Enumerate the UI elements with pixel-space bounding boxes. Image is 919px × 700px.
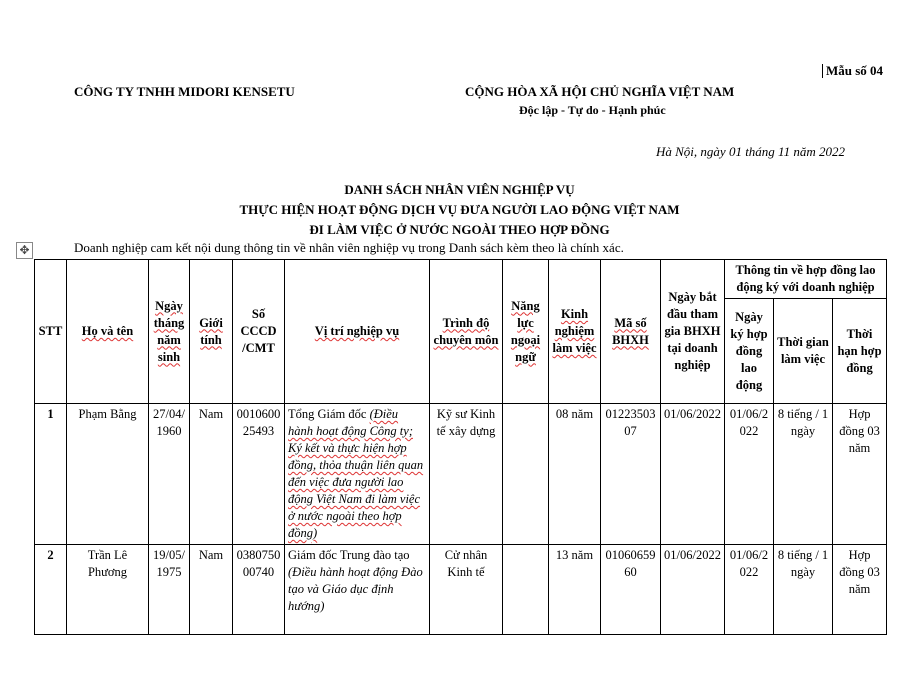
- position-detail: (Điều hành hoạt động Công ty; Ký kết và thực hiện hợp đồng, thỏa thuận liên quan đến việc đưa người lao động Việt Nam đi làm việc ở nước ngoài theo hợp đồng): [288, 407, 424, 540]
- col-header-gender: Giới tính: [190, 260, 233, 404]
- col-header-insurance-start: Ngày bắt đầu tham gia BHXH tại doanh nghiệp: [661, 260, 725, 404]
- cell-education: Cử nhân Kinh tế: [430, 545, 503, 635]
- col-header-stt: STT: [35, 260, 67, 404]
- cell-gender: Nam: [190, 545, 233, 635]
- cell-id: 001060025493: [233, 404, 285, 545]
- document-title-line-2: THỰC HIỆN HOẠT ĐỘNG DỊCH VỤ ĐƯA NGƯỜI LAO ĐỘNG VIỆT NAM: [239, 202, 680, 217]
- cell-work-hours: 8 tiếng / 1 ngày: [774, 545, 833, 635]
- cell-contract-term: Hợp đồng 03 năm: [833, 404, 887, 545]
- company-name: CÔNG TY TNHH MIDORI KENSETU: [74, 84, 295, 99]
- cell-insurance-code: 0106065960: [601, 545, 661, 635]
- national-title: CỘNG HÒA XÃ HỘI CHỦ NGHĨA VIỆT NAM: [465, 84, 735, 99]
- cell-stt: 2: [35, 545, 67, 635]
- national-motto: Độc lập - Tự do - Hạnh phúc: [519, 103, 666, 117]
- form-number: Mẫu số 04: [822, 64, 883, 78]
- col-header-contract-group: Thông tin về hợp đồng lao động ký với doanh nghiệp: [725, 260, 887, 299]
- cell-position: [285, 404, 430, 545]
- cell-education: Kỹ sư Kinh tế xây dựng: [430, 404, 503, 545]
- cell-stt: 1: [35, 404, 67, 545]
- cell-insurance-start: 01/06/2022: [661, 404, 725, 545]
- table-move-handle-icon[interactable]: ✥: [16, 242, 33, 259]
- cell-insurance-start: 01/06/2022: [661, 545, 725, 635]
- cell-name: Phạm Bằng: [67, 404, 149, 545]
- cell-dob: 27/04/1960: [149, 404, 190, 545]
- cell-experience: 13 năm: [549, 545, 601, 635]
- cell-id: 038075000740: [233, 545, 285, 635]
- cell-contract-term: Hợp đồng 03 năm: [833, 545, 887, 635]
- col-header-contract-sign-date: Ngày ký hợp đồng lao động: [725, 299, 774, 404]
- cell-insurance-code: 0122350307: [601, 404, 661, 545]
- cell-language: [503, 404, 549, 545]
- col-header-position: Vị trí nghiệp vụ: [285, 260, 430, 404]
- col-header-name: Họ và tên: [67, 260, 149, 404]
- document-title-line-3: ĐI LÀM VIỆC Ở NƯỚC NGOÀI THEO HỢP ĐỒNG: [309, 222, 610, 237]
- cell-position: [285, 545, 430, 635]
- cell-gender: Nam: [190, 404, 233, 545]
- col-header-work-hours: Thời gian làm việc: [774, 299, 833, 404]
- dateline: Hà Nội, ngày 01 tháng 11 năm 2022: [656, 144, 845, 159]
- cell-dob: 19/05/1975: [149, 545, 190, 635]
- cell-contract-sign-date: 01/06/2022: [725, 545, 774, 635]
- cell-contract-sign-date: 01/06/2022: [725, 404, 774, 545]
- position-title: Tổng Giám đốc: [288, 407, 367, 421]
- cell-language: [503, 545, 549, 635]
- col-header-id: Số CCCD /CMT: [233, 260, 285, 404]
- col-header-language: Năng lực ngoại ngữ: [503, 260, 549, 404]
- document-title-line-1: DANH SÁCH NHÂN VIÊN NGHIỆP VỤ: [344, 182, 575, 197]
- col-header-insurance-code: Mã số BHXH: [601, 260, 661, 404]
- col-header-contract-term: Thời hạn hợp đồng: [833, 299, 887, 404]
- position-detail: (Điều hành hoạt động Đào tạo và Giáo dục định hướng): [288, 565, 423, 613]
- commitment-statement: Doanh nghiệp cam kết nội dung thông tin về nhân viên nghiệp vụ trong Danh sách kèm theo là chính xác.: [74, 240, 624, 255]
- cell-name: Trần Lê Phương: [67, 545, 149, 635]
- cell-work-hours: 8 tiếng / 1 ngày: [774, 404, 833, 545]
- col-header-experience: Kinh nghiệm làm việc: [549, 260, 601, 404]
- staff-table: [34, 259, 887, 635]
- table-row: [35, 404, 887, 545]
- cell-experience: 08 năm: [549, 404, 601, 545]
- position-title: Giám đốc Trung đào tạo: [288, 548, 410, 562]
- col-header-education: Trình độ chuyên môn: [430, 260, 503, 404]
- col-header-dob: Ngày tháng năm sinh: [149, 260, 190, 404]
- table-row: [35, 545, 887, 635]
